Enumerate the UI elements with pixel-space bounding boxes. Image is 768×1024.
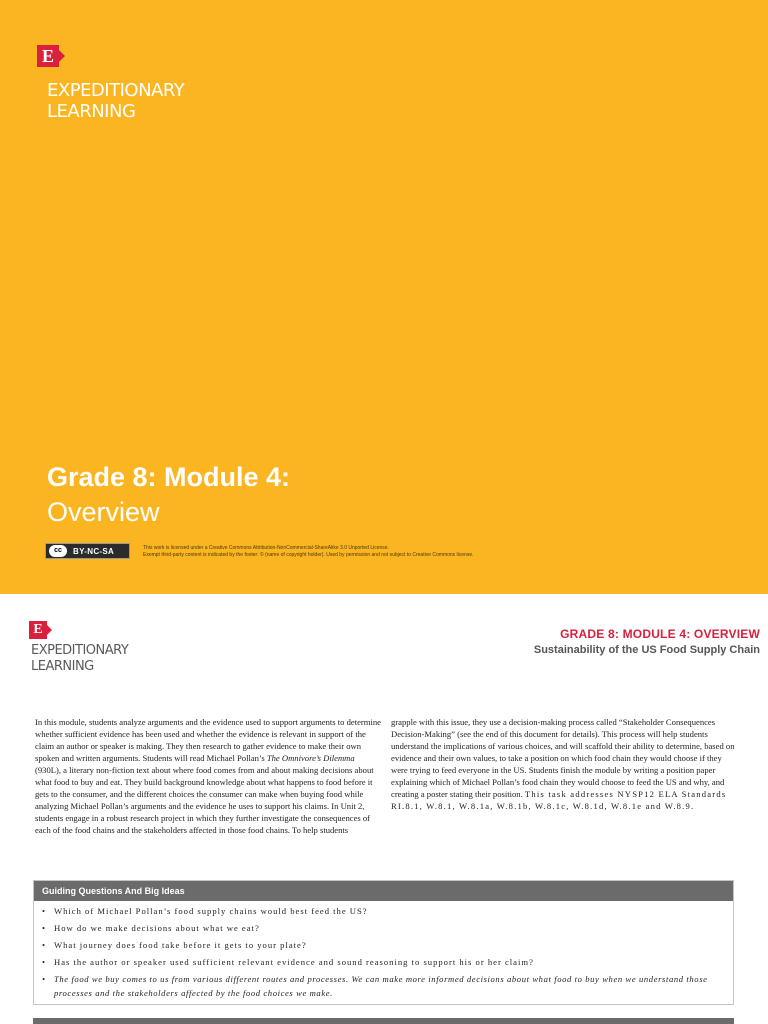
intro-text-part-1: In this module, students analyze arguments and the evidence used to support arguments to determine whether sufficient evidence has been used and whether the evidence is relevant in support of the claim an author or speaker is making. They then research to gather evidence to make their own spoken and written arguments. Students will read Michael Pollan’s — [35, 717, 381, 764]
cover-title: Grade 8: Module 4: — [47, 462, 291, 492]
guiding-questions-heading: Guiding Questions And Big Ideas — [34, 881, 733, 901]
cc-license-label: BY-NC-SA — [73, 546, 115, 556]
creative-commons-badge[interactable] — [45, 543, 130, 559]
guiding-questions-box — [33, 880, 734, 1005]
guiding-question: • How do we make decisions about what we eat? — [42, 922, 725, 934]
intro-text-part-3: grapple with this issue, they use a decision-making process called “Stakeholder Consequences Decision-Making” (see the end of this document for details). This process will help students understand the implications of various choices, and will scaffold their ability to determine, based on evidence and their own values, to take a position on which food chain they would choose if they were trying to feed everyone in the US. Students finish the module by writing a position paper explaining which of Michael Pollan’s food chain they would choose to feed the US and why, and creating a poster stating their position. — [391, 717, 735, 800]
guiding-question: • What journey does food take before it gets to your plate? — [42, 939, 725, 951]
guiding-questions-list — [34, 901, 733, 1000]
standards-text: This task addresses NYSP12 ELA Standards RI.8.1, W.8.1, W.8.1a, W.8.1b, W.8.1c, W.8.1d, W.8.1e and W.8.9. — [391, 789, 727, 812]
el-logo-icon — [29, 621, 47, 639]
cc-icon: cc — [49, 545, 67, 557]
page-header-subtitle: Sustainability of the US Food Supply Chain — [533, 644, 760, 656]
logo-wordmark — [47, 80, 184, 122]
license-notice — [143, 545, 474, 559]
logo-letter: E — [33, 622, 43, 637]
logo-line-2: LEARNING — [47, 101, 136, 122]
page-header-title: GRADE 8: MODULE 4: OVERVIEW — [560, 627, 760, 641]
book-title: The Omnivore’s Dilemma — [266, 753, 355, 764]
el-logo-icon — [37, 45, 59, 67]
logo-wordmark — [31, 643, 128, 675]
logo-line-1: EXPEDITIONARY — [47, 80, 185, 101]
intro-text-left-column — [35, 716, 381, 836]
logo-line-2: LEARNING — [31, 659, 94, 674]
big-idea: • The food we buy comes to us from various different routes and processes. We can make more informed decisions about what food to buy when we understand those processes and the stakeholders affected by the food choices we make. — [42, 973, 725, 1000]
guiding-question: • Has the author or speaker used sufficient relevant evidence and sound reasoning to support his or her claim? — [42, 956, 725, 968]
intro-text-part-2: (930L), a literary non-fiction text about where food comes from and about making decisions about what food to buy and eat. They build background knowledge about what happens to food before it gets to the consumer, and the different choices the consumer can make when buying food while analyzing Michael Pollan’s arguments and the evidence he uses to support his claims. In Unit 2, students engage in a robust research project in which they further investigate the consequences of each of the food chains and the stakeholders affected in those food chains. To help students — [35, 765, 374, 836]
logo-letter: E — [41, 46, 54, 66]
intro-text-right-column — [391, 716, 737, 812]
cover-subtitle: Overview — [47, 497, 160, 527]
license-line-1: This work is licensed under a Creative Commons Attribution-NonCommercial-ShareAlike 3.0 Unported License. — [143, 545, 389, 551]
license-line-2: Exempt third-party content is indicated by the footer: © (name of copyright holder). Used by permission and not subject to Creative Commons license. — [143, 552, 474, 558]
next-section-header-bar — [33, 1018, 734, 1024]
logo-line-1: EXPEDITIONARY — [31, 643, 129, 658]
guiding-question: • Which of Michael Pollan’s food supply chains would best feed the US? — [42, 905, 725, 917]
